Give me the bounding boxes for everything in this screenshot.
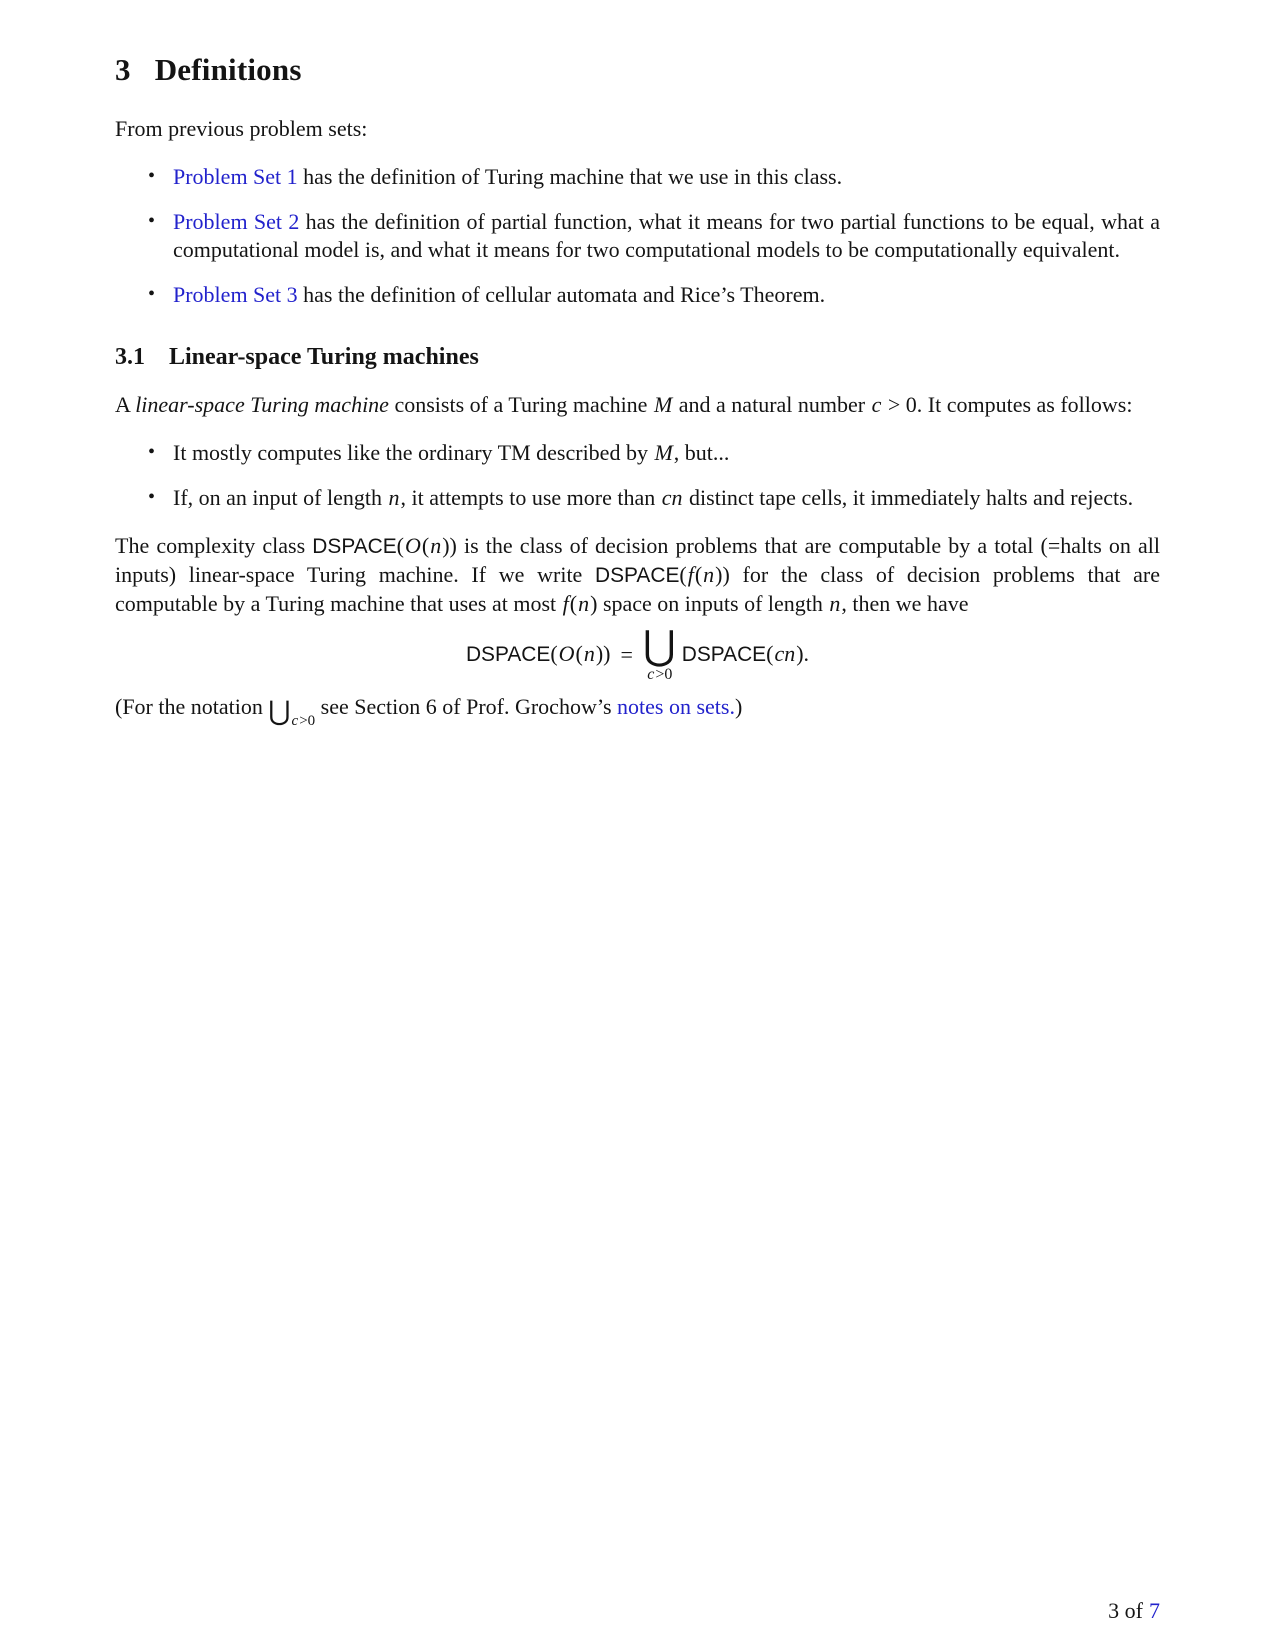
bullet-marker: • — [148, 486, 156, 508]
equation-lhs — [466, 640, 611, 669]
note-text-after — [315, 694, 742, 719]
big-union-operator — [642, 623, 676, 683]
union-symbol: ⋃ — [642, 623, 676, 669]
text-segment: ) space on inputs of length — [590, 591, 829, 616]
text-segment: f — [562, 591, 569, 616]
text-segment: n — [703, 562, 715, 587]
text-segment: ( — [396, 533, 404, 558]
text-segment: ( — [569, 591, 578, 616]
page-footer — [1108, 1598, 1160, 1624]
text-segment: see Section 6 of Prof. Grochow’s — [315, 694, 618, 719]
text-segment: , then we have — [841, 591, 969, 616]
text-segment: cn — [774, 641, 796, 666]
tm-behavior-list — [115, 439, 1160, 512]
text-segment: n — [430, 533, 442, 558]
text-segment: DSPACE — [465, 643, 551, 666]
text-segment: ( — [421, 533, 430, 558]
text-segment: ( — [575, 641, 583, 666]
list-item-text — [173, 485, 1133, 510]
text-segment: The complexity class — [115, 533, 313, 558]
union-symbol: ⋃ — [268, 696, 291, 727]
text-segment: has the definition of cellular automata and Rice’s Theorem. — [297, 282, 826, 307]
text-segment: n — [583, 641, 595, 666]
subscript-variable: c — [647, 666, 655, 683]
text-segment: ) — [734, 694, 743, 719]
text-segment: has the definition of Turing machine that we use in this class. — [297, 164, 843, 189]
text-segment: , but... — [673, 440, 730, 465]
equals-sign: = — [620, 641, 633, 667]
list-item-space-limit — [115, 484, 1160, 512]
text-segment: )) for the class of decision problems that are computable by a Turing machine that uses at most — [115, 562, 1160, 616]
note-text-before — [115, 694, 268, 719]
text-segment: linear-space Turing machine — [135, 392, 389, 417]
section-heading — [115, 52, 1160, 88]
text-segment: ( — [694, 562, 703, 587]
text-segment: (For the notation — [115, 694, 269, 719]
subscript-variable: c — [291, 713, 299, 729]
display-equation — [115, 623, 1160, 683]
text-segment: DSPACE — [595, 564, 680, 587]
subscript-relation: >0 — [655, 666, 673, 683]
text-segment: c — [871, 392, 882, 417]
page-number-label: 3 of — [1108, 1598, 1143, 1623]
text-segment: and a natural number — [673, 392, 871, 417]
text-segment: distinct tape cells, it immediately halts and rejects. — [683, 485, 1134, 510]
text-segment: ). — [796, 641, 810, 666]
text-segment: )) is the class of decision problems that are computable by a total (=halts on all inputs) linear-space Turing machine. If we write — [115, 533, 1160, 587]
list-item-text — [173, 282, 825, 307]
notation-note — [115, 693, 1160, 735]
text-segment: It mostly computes like the ordinary TM described by — [173, 440, 654, 465]
intro-paragraph: From previous problem sets: — [115, 116, 368, 141]
text-segment: ( — [550, 641, 558, 666]
text-segment: , it attempts to use more than — [400, 485, 661, 510]
problem-sets-list — [115, 163, 1160, 309]
subscript-relation: >0 — [299, 713, 316, 729]
text-segment: f — [687, 562, 694, 587]
union-subscript — [291, 713, 316, 729]
bullet-marker: • — [148, 210, 156, 232]
list-item-computes — [115, 439, 1160, 467]
dspace-paragraph — [115, 532, 1160, 618]
text-segment: DSPACE — [312, 535, 397, 558]
list-item-problem-set-2 — [115, 208, 1160, 264]
text-segment: If, on an input of length — [173, 485, 388, 510]
text-segment: DSPACE — [681, 643, 767, 666]
text-segment: n — [578, 591, 590, 616]
text-segment: n — [388, 485, 400, 510]
subsection-title: Linear-space Turing machines — [169, 344, 479, 370]
text-segment: M — [654, 440, 673, 465]
list-item-problem-set-3 — [115, 281, 1160, 309]
list-item-problem-set-1 — [115, 163, 1160, 191]
section-number: 3 — [115, 52, 131, 87]
equation-rhs — [682, 640, 809, 669]
total-pages-link[interactable]: 7 — [1149, 1598, 1160, 1623]
text-segment: n — [829, 591, 841, 616]
text-segment: ( — [766, 641, 774, 666]
subsection-heading — [115, 343, 1160, 371]
text-segment: ( — [679, 562, 687, 587]
page-content — [115, 0, 1160, 735]
bullet-marker: • — [148, 165, 156, 187]
text-segment: )) — [595, 641, 611, 666]
union-subscript — [646, 666, 672, 683]
hyperlink[interactable]: Problem Set 3 — [173, 282, 298, 307]
hyperlink[interactable]: notes on sets. — [617, 694, 735, 719]
text-segment: O — [404, 533, 421, 558]
text-segment: consists of a Turing machine — [388, 392, 653, 417]
hyperlink[interactable]: Problem Set 1 — [173, 164, 298, 189]
subsection-number: 3.1 — [115, 344, 145, 370]
bullet-marker: • — [148, 283, 156, 305]
text-segment: has the definition of partial function, what it means for two partial functions to be equal, what a computational model is, and what it means for two computational models to be computationally equivalent. — [173, 209, 1160, 262]
text-segment: O — [558, 641, 575, 666]
bullet-marker: • — [148, 441, 156, 463]
inline-union-operator — [268, 694, 316, 729]
text-segment: A — [115, 392, 136, 417]
list-item-text — [173, 440, 729, 465]
section-title: Definitions — [154, 52, 302, 87]
hyperlink[interactable]: Problem Set 2 — [173, 209, 300, 234]
text-segment: cn — [661, 485, 683, 510]
text-segment: > 0. It computes as follows: — [882, 392, 1133, 417]
list-item-text — [173, 209, 1160, 262]
text-segment: M — [653, 392, 673, 417]
linear-space-paragraph — [115, 391, 1160, 419]
list-item-text — [173, 164, 842, 189]
